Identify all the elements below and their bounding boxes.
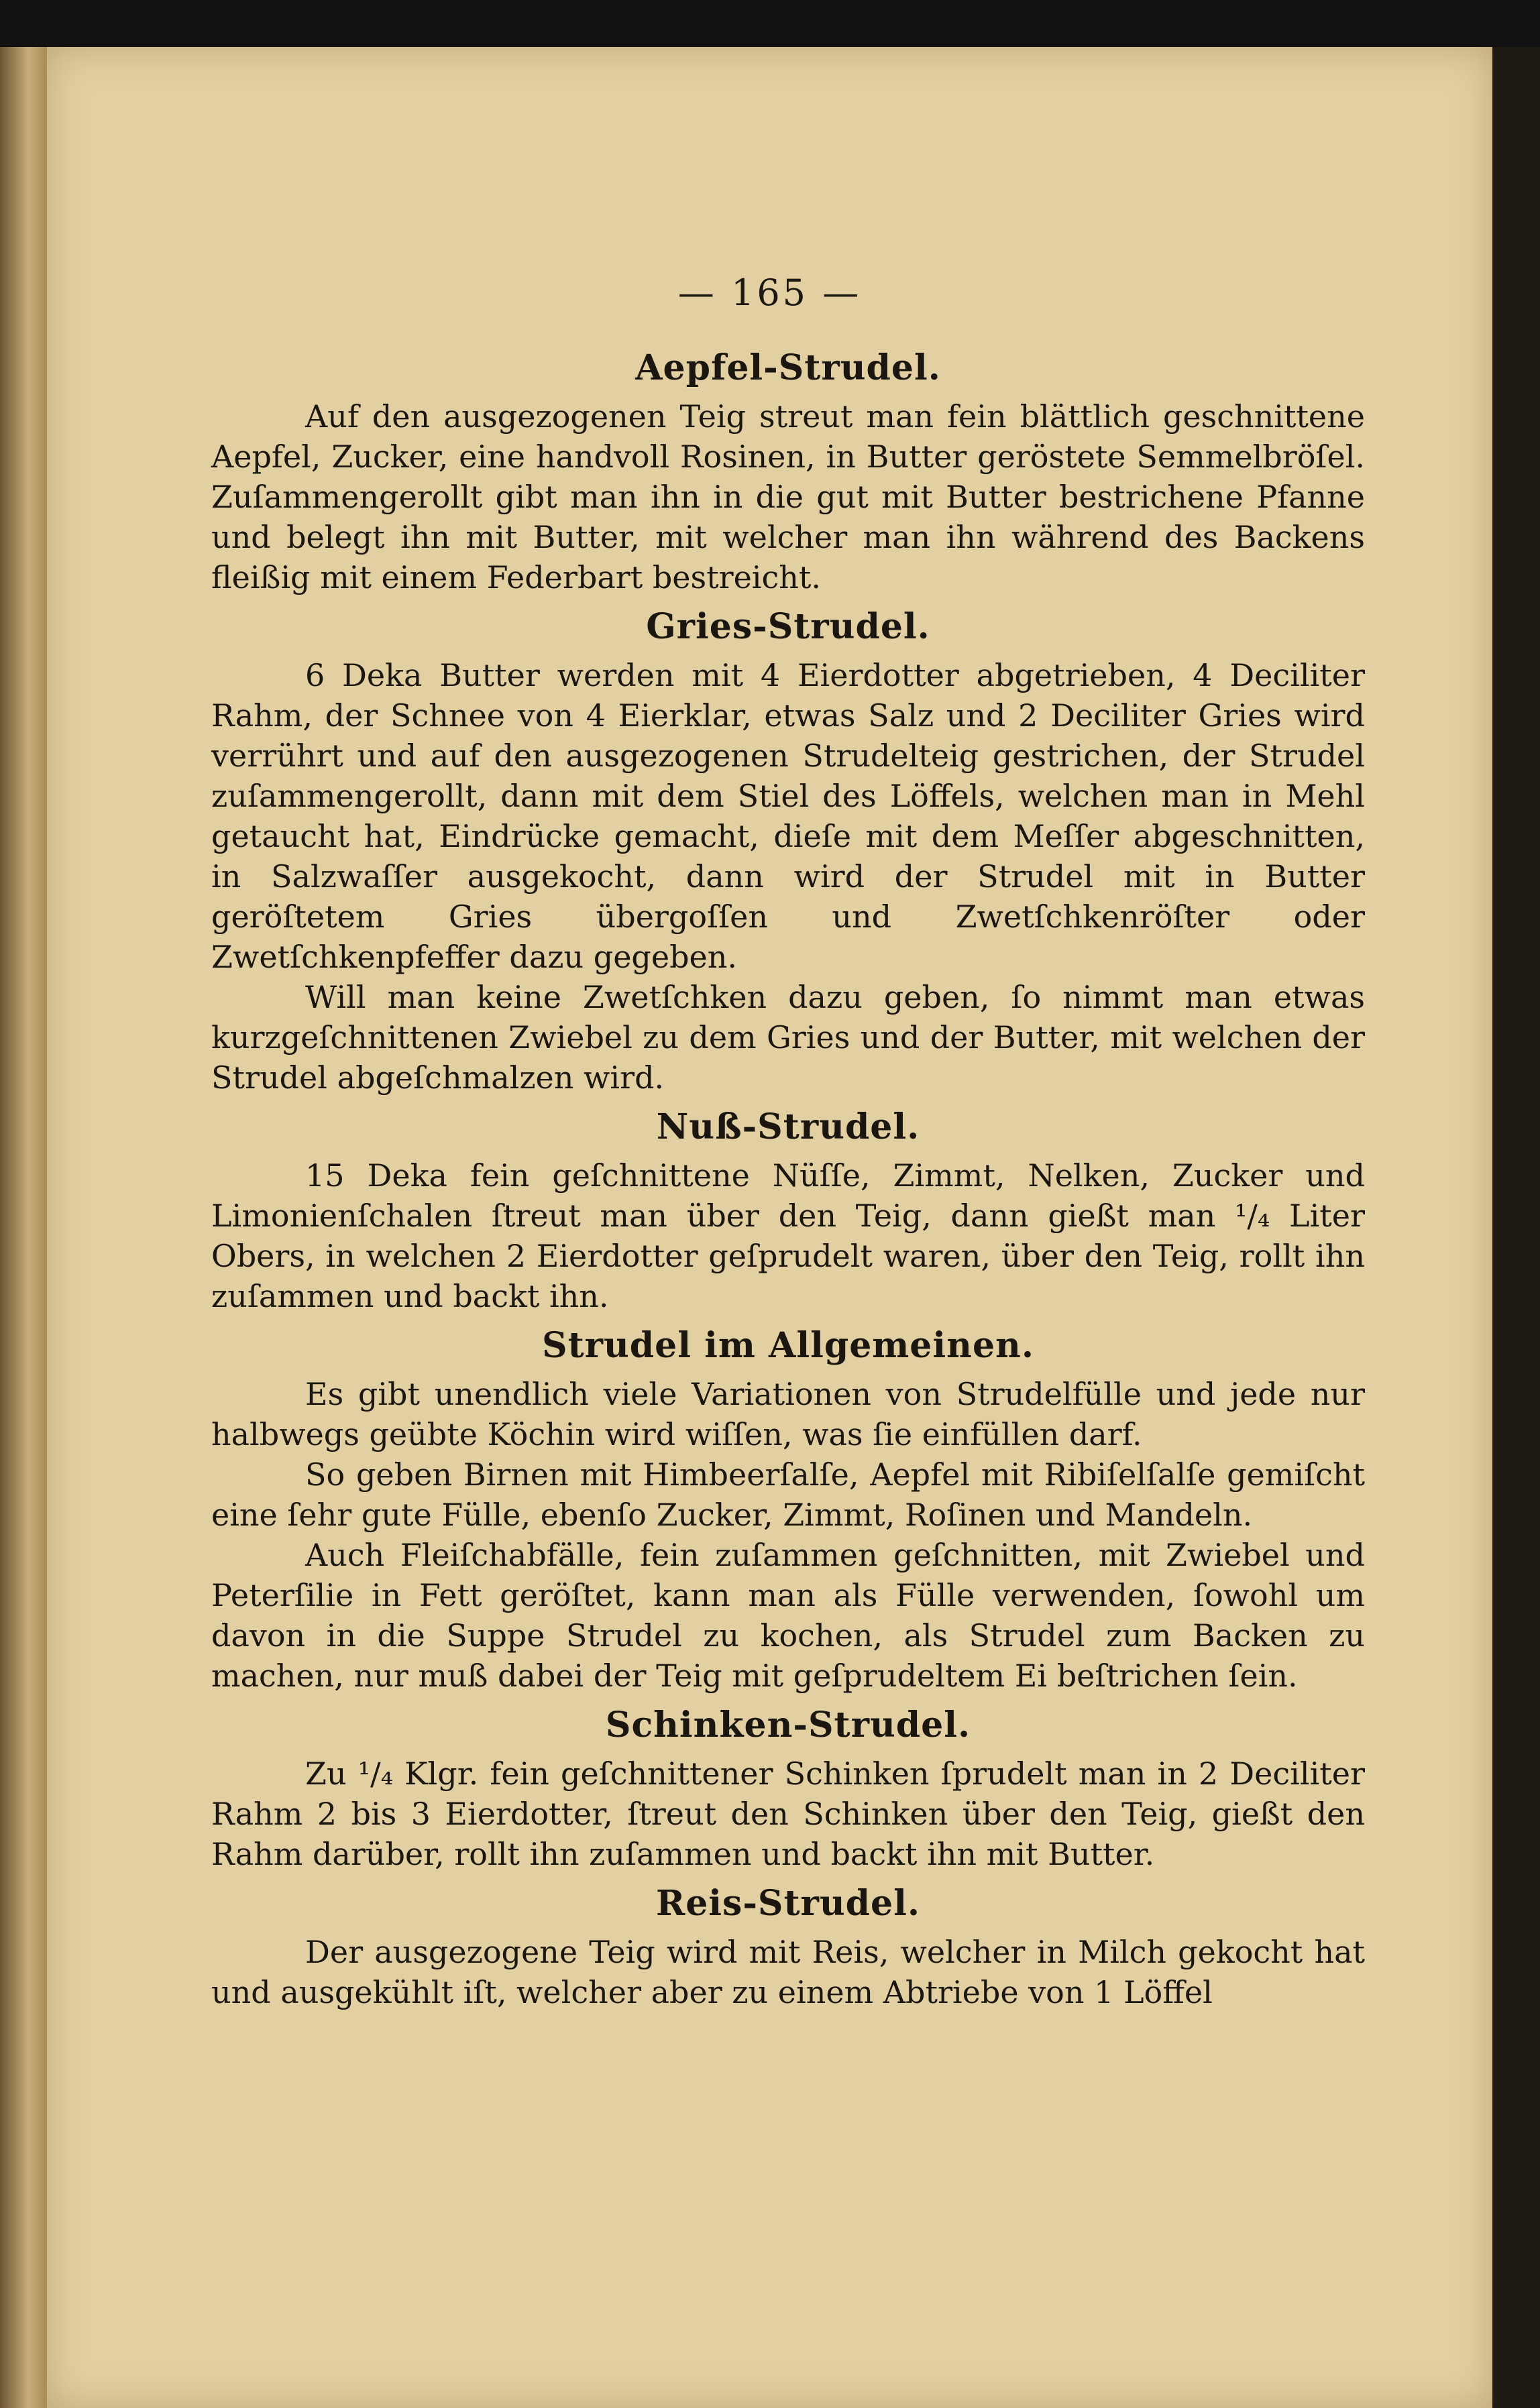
section-heading: Schinken-Strudel. <box>605 1705 971 1745</box>
section-reis-strudel <box>211 1882 1365 2012</box>
page-body <box>211 339 1365 2012</box>
paragraph: 6 Deka Butter werden mit 4 Eierdotter abgetrieben, 4 Deciliter Rahm, der Schnee von 4 Eierklar, etwas Salz und 2 Deciliter Gries wird verrührt und auf den ausgezogenen Strudelteig gestrichen, der Strudel zuſammengerollt, dann mit dem Stiel des Löffels, welchen man in Mehl getaucht hat, Eindrücke gemacht, dieſe mit dem Meſſer abgeschnitten, in Salzwaſſer ausgekocht, dann wird der Strudel mit in Butter geröſtetem Gries übergoſſen und Zwetſchkenröſter oder Zwetſchkenpfeffer dazu gegeben. <box>211 657 1365 975</box>
section-heading: Gries-Strudel. <box>646 606 930 647</box>
paragraph: Zu ¹/₄ Klgr. fein geſchnittener Schinken ſprudelt man in 2 Deciliter Rahm 2 bis 3 Eierdotter, ſtreut den Schinken über den Teig, gießt den Rahm darüber, rollt ihn zuſammen und backt ihn mit Butter. <box>211 1756 1365 1872</box>
paragraph: Auch Fleiſchabfälle, fein zuſammen geſchnitten, mit Zwiebel und Peterſilie in Fett geröſtet, kann man als Fülle verwenden, ſowohl um davon in die Suppe Strudel zu kochen, als Strudel zum Backen zu machen, nur muß dabei der Teig mit geſprudeltem Ei beſtrichen ſein. <box>211 1537 1365 1694</box>
section-nuss-strudel <box>211 1106 1365 1316</box>
paragraph: Will man keine Zwetſchken dazu geben, ſo nimmt man etwas kurzgeſchnittenen Zwiebel zu dem Gries und der Butter, mit welchen der Strudel abgeſchmalzen wird. <box>211 979 1365 1096</box>
page-number: — 165 — <box>677 272 862 314</box>
section-aepfel-strudel <box>211 347 1365 597</box>
section-heading: Strudel im Allgemeinen. <box>542 1325 1034 1366</box>
paragraph: Der ausgezogene Teig wird mit Reis, welcher in Milch gekocht hat und ausgekühlt iſt, welcher aber zu einem Abtriebe von 1 Löffel <box>211 1934 1365 2010</box>
section-gries-strudel <box>211 606 1365 1098</box>
section-heading: Reis-Strudel. <box>656 1883 920 1924</box>
facing-page-edge <box>0 47 47 2408</box>
section-strudel-im-allgemeinen <box>211 1324 1365 1696</box>
paragraph: Es gibt unendlich viele Variationen von Strudelfülle und jede nur halbwegs geübte Köchin wird wiſſen, was ſie einfüllen darf. <box>211 1376 1365 1452</box>
section-heading: Nuß-Strudel. <box>656 1106 920 1147</box>
section-heading: Aepfel-Strudel. <box>635 347 941 388</box>
book-page <box>47 47 1492 2408</box>
scan-background <box>0 0 1540 47</box>
section-schinken-strudel <box>211 1704 1365 1874</box>
paragraph: Auf den ausgezogenen Teig streut man fein blättlich geschnittene Aepfel, Zucker, eine handvoll Rosinen, in Butter geröstete Semmelbröſel. Zuſammengerollt gibt man ihn in die gut mit Butter bestrichene Pfanne und belegt ihn mit Butter, mit welcher man ihn während des Backens fleißig mit einem Federbart bestreicht. <box>211 398 1365 595</box>
paragraph: So geben Birnen mit Himbeerſalſe, Aepfel mit Ribiſelſalſe gemiſcht eine ſehr gute Fülle, ebenſo Zucker, Zimmt, Roſinen und Mandeln. <box>211 1456 1365 1533</box>
paragraph: 15 Deka fein geſchnittene Nüſſe, Zimmt, Nelken, Zucker und Limonienſchalen ſtreut man über den Teig, dann gießt man ¹/₄ Liter Obers, in welchen 2 Eierdotter geſprudelt waren, über den Teig, rollt ihn zuſammen und backt ihn. <box>211 1157 1365 1314</box>
